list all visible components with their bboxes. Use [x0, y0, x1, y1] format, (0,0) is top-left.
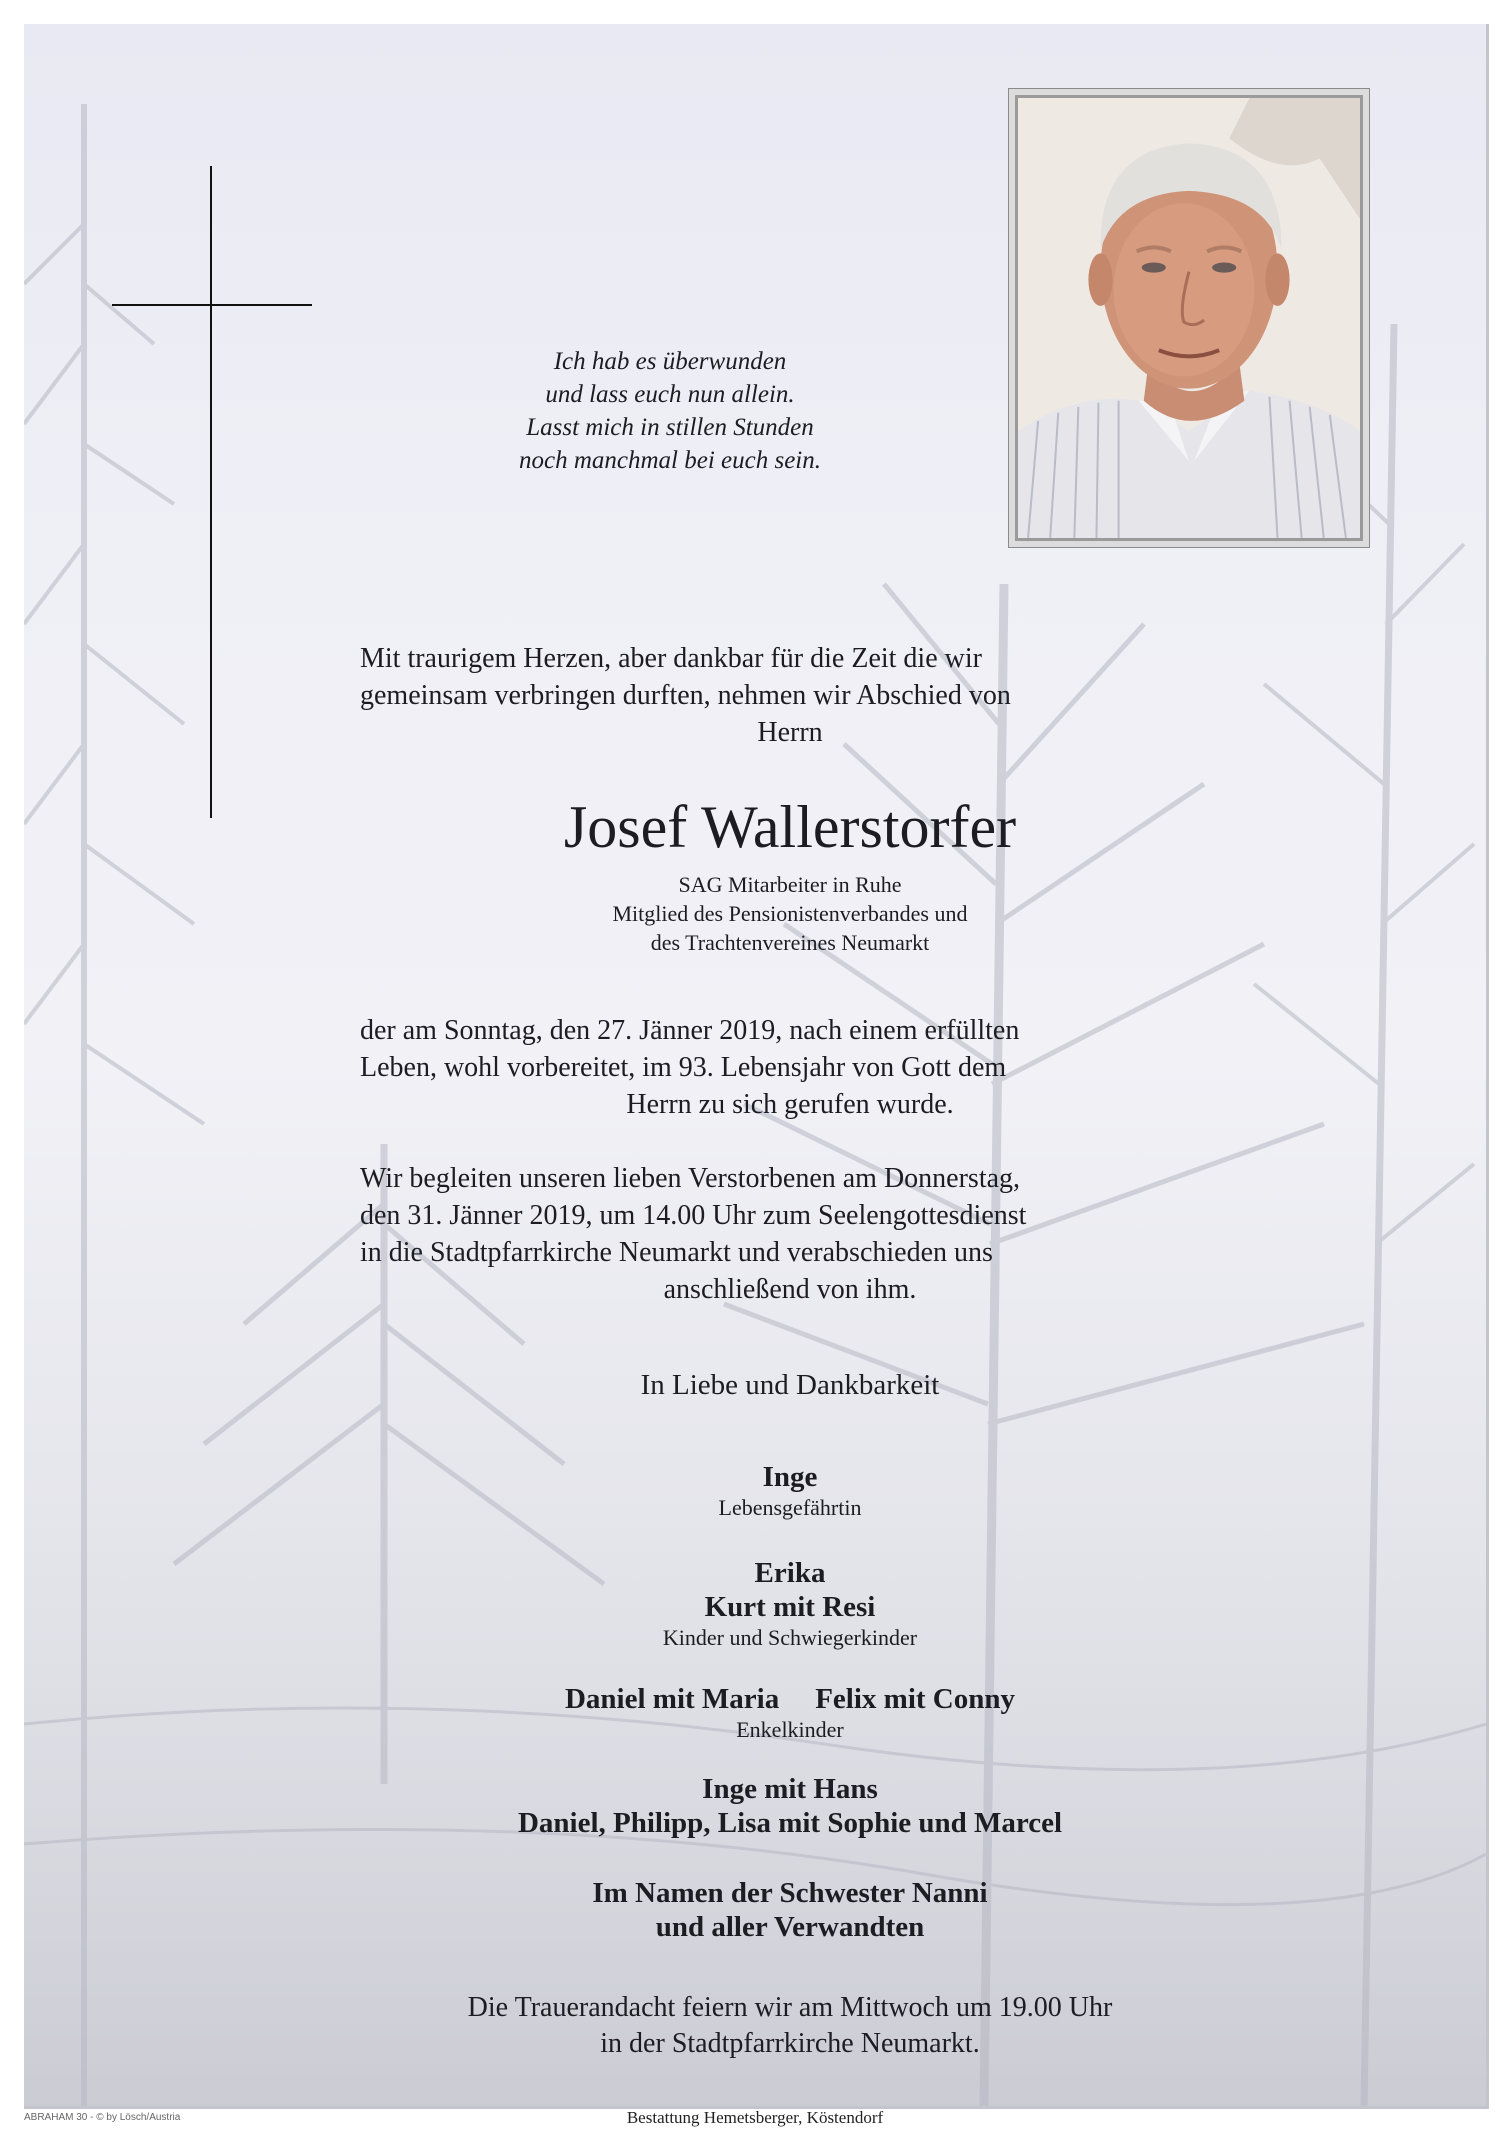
mourner-group-relatives [360, 1876, 1220, 1944]
mourner-group-great-grandchildren [360, 1772, 1220, 1840]
deceased-name: Josef Wallerstorfer [563, 794, 1017, 860]
vigil-notice [360, 1990, 1220, 2062]
intro-line: Mit traurigem Herzen, aber dankbar für die Zeit die wir [360, 643, 982, 674]
death-notice-line: der am Sonntag, den 27. Jänner 2019, nach einem erfüllten [360, 1015, 1020, 1046]
mourner-name: Erika [754, 1557, 826, 1589]
relatives-line: und aller Verwandten [655, 1911, 925, 1943]
mourner-group-grandchildren [360, 1682, 1220, 1744]
mourner-name: Daniel, Philipp, Lisa mit Sophie und Marcel [517, 1807, 1063, 1839]
mourner-name: Felix mit Conny [815, 1683, 1015, 1715]
cross-vertical-bar [210, 166, 212, 818]
death-notice-line: Herrn zu sich gerufen wurde. [626, 1089, 954, 1120]
title-line: Mitglied des Pensionistenverbandes und [612, 901, 968, 926]
service-line: den 31. Jänner 2019, um 14.00 Uhr zum Seelengottesdienst [360, 1200, 1027, 1231]
title-line: SAG Mitarbeiter in Ruhe [678, 872, 902, 897]
mourner-name: Inge [762, 1461, 818, 1493]
vigil-line: in der Stadtpfarrkirche Neumarkt. [600, 2028, 980, 2059]
intro-paragraph [360, 640, 1220, 751]
intro-line: Herrn [757, 717, 823, 748]
mourner-role: Lebensgefährtin [718, 1495, 862, 1520]
intro-line: gemeinsam verbringen durften, nehmen wir Abschied von [360, 680, 1011, 711]
mourner-role: Enkelkinder [736, 1717, 844, 1742]
portrait-photo [1018, 98, 1360, 538]
undertaker-credit: Bestattung Hemetsberger, Köstendorf [626, 2108, 884, 2127]
service-line: in die Stadtpfarrkirche Neumarkt und verabschieden uns [360, 1237, 993, 1268]
funeral-service-paragraph [360, 1160, 1220, 1308]
mourner-name: Inge mit Hans [702, 1773, 878, 1805]
mourner-group-partner [360, 1460, 1220, 1522]
poem-line: noch manchmal bei euch sein. [518, 447, 821, 474]
death-notice-paragraph [360, 1012, 1220, 1123]
service-line: anschließend von ihm. [663, 1274, 917, 1305]
service-line: Wir begleiten unseren lieben Verstorbenen am Donnerstag, [360, 1163, 1021, 1194]
mourner-name: Kurt mit Resi [704, 1591, 876, 1623]
poem-line: Ich hab es überwunden [553, 348, 787, 375]
portrait-photo-frame [1008, 88, 1370, 548]
mourner-role: Kinder und Schwiegerkinder [662, 1625, 918, 1650]
cross-horizontal-bar [112, 304, 312, 306]
poem-line: Lasst mich in stillen Stunden [526, 414, 814, 441]
mourner-name: Daniel mit Maria [564, 1683, 780, 1715]
death-notice-line: Leben, wohl vorbereitet, im 93. Lebensjahr von Gott dem [360, 1052, 1007, 1083]
closing-phrase: In Liebe und Dankbarkeit [640, 1369, 940, 1401]
grandchildren-row [360, 1682, 1220, 1716]
deceased-titles [360, 870, 1220, 957]
print-imprint: ABRAHAM 30 - © by Lösch/Austria [24, 2112, 181, 2123]
memorial-poem [480, 345, 860, 477]
mourner-group-children [360, 1556, 1220, 1652]
relatives-line: Im Namen der Schwester Nanni [592, 1877, 988, 1909]
title-line: des Trachtenvereines Neumarkt [650, 930, 930, 955]
poem-line: und lass euch nun allein. [545, 381, 795, 408]
vigil-line: Die Trauerandacht feiern wir am Mittwoch um 19.00 Uhr [467, 1992, 1113, 2023]
